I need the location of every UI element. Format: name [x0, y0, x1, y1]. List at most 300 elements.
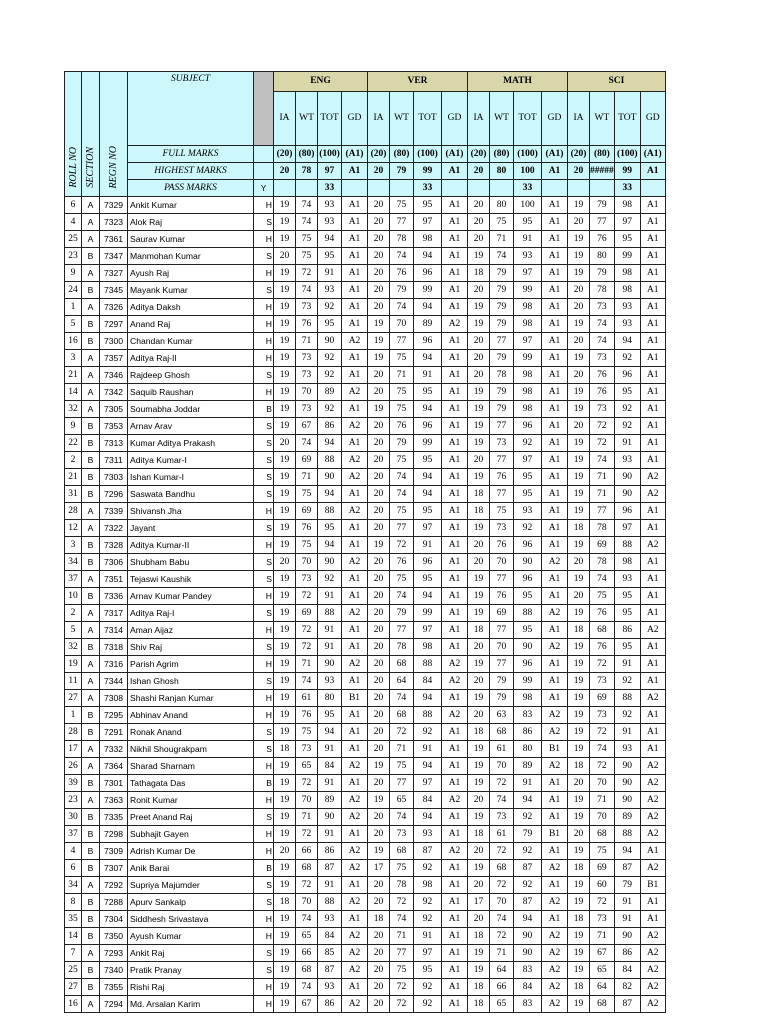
table-row: [65, 486, 666, 503]
gd-mark: A2: [640, 809, 665, 826]
highest-marks-value: 99: [414, 163, 442, 180]
section: B: [82, 639, 100, 656]
gd-mark: A1: [442, 299, 468, 316]
gd-mark: A1: [542, 775, 568, 792]
gd-mark: A1: [640, 571, 665, 588]
roll-no: 23: [65, 792, 82, 809]
wt-mark: 75: [590, 588, 615, 605]
section: A: [82, 299, 100, 316]
wt-mark: 74: [390, 486, 414, 503]
highest-marks-type-cell: [254, 163, 274, 180]
full-marks-value: (80): [490, 146, 514, 163]
tot-mark: 79: [514, 826, 542, 843]
roll-no: 27: [65, 690, 82, 707]
gd-mark: A1: [442, 928, 468, 945]
regn-no: 7344: [100, 673, 128, 690]
type: S: [254, 724, 274, 741]
wt-mark: 76: [296, 707, 318, 724]
tot-mark: 94: [414, 350, 442, 367]
regn-no: 7328: [100, 537, 128, 554]
regn-no: 7300: [100, 333, 128, 350]
gd-mark: A1: [342, 724, 368, 741]
gd-mark: A1: [542, 231, 568, 248]
ia-mark: 18: [568, 979, 590, 996]
gd-mark: A1: [442, 877, 468, 894]
ia-mark: 20: [468, 639, 490, 656]
ia-mark: 19: [274, 333, 296, 350]
tot-mark: 84: [318, 928, 342, 945]
wt-mark: 78: [390, 639, 414, 656]
student-name: Shiv Raj: [128, 639, 254, 656]
table-row: [65, 333, 666, 350]
pass-marks-value: 33: [514, 180, 542, 197]
regn-no: 7340: [100, 962, 128, 979]
gd-mark: A1: [640, 503, 665, 520]
highest-marks-value: 20: [368, 163, 390, 180]
tot-mark: 92: [614, 418, 640, 435]
ia-mark: 19: [568, 724, 590, 741]
roll-no: 5: [65, 622, 82, 639]
student-name: Parish Agrim: [128, 656, 254, 673]
gd-mark: A1: [640, 316, 665, 333]
section: A: [82, 401, 100, 418]
tot-mark: 90: [614, 792, 640, 809]
type: S: [254, 248, 274, 265]
tot-mark: 86: [614, 945, 640, 962]
tot-mark: 95: [614, 639, 640, 656]
regn-no: 7296: [100, 486, 128, 503]
wt-mark: 73: [296, 367, 318, 384]
roll-no: 27: [65, 979, 82, 996]
ia-mark: 19: [568, 486, 590, 503]
gd-mark: A1: [542, 197, 568, 214]
type: S: [254, 741, 274, 758]
gd-mark: A1: [640, 265, 665, 282]
highest-marks-value: 80: [490, 163, 514, 180]
wt-mark: 73: [296, 350, 318, 367]
tot-mark: 91: [318, 775, 342, 792]
tot-mark: 94: [514, 792, 542, 809]
regn-no: 7295: [100, 707, 128, 724]
ia-mark: 18: [568, 622, 590, 639]
roll-no: 24: [65, 282, 82, 299]
gd-mark: A1: [640, 452, 665, 469]
wt-mark: 64: [390, 673, 414, 690]
tot-mark: 86: [318, 843, 342, 860]
roll-no: 7: [65, 945, 82, 962]
tot-mark: 94: [414, 486, 442, 503]
gd-mark: A1: [640, 231, 665, 248]
tot-mark: 95: [514, 622, 542, 639]
ia-mark: 19: [368, 537, 390, 554]
type: H: [254, 197, 274, 214]
roll-no: 6: [65, 860, 82, 877]
student-name: Chandan Kumar: [128, 333, 254, 350]
subcol-wt: WT: [590, 92, 615, 146]
type: S: [254, 469, 274, 486]
table-row: [65, 741, 666, 758]
wt-mark: 69: [296, 452, 318, 469]
ia-mark: 19: [468, 588, 490, 605]
ia-mark: 18: [468, 265, 490, 282]
ia-mark: 18: [468, 503, 490, 520]
ia-mark: 20: [568, 775, 590, 792]
gd-mark: A1: [640, 639, 665, 656]
wt-mark: 73: [590, 401, 615, 418]
ia-mark: 20: [368, 979, 390, 996]
tot-mark: 95: [614, 231, 640, 248]
gd-mark: A1: [442, 690, 468, 707]
gd-mark: A2: [542, 979, 568, 996]
tot-mark: 95: [414, 962, 442, 979]
student-name: Supriya Majumder: [128, 877, 254, 894]
tot-mark: 92: [514, 520, 542, 537]
ia-mark: 19: [274, 826, 296, 843]
tot-mark: 87: [318, 860, 342, 877]
full-marks-value: (80): [390, 146, 414, 163]
student-name: Arnav Kumar Pandey: [128, 588, 254, 605]
gd-mark: A2: [640, 622, 665, 639]
regn-no: 7332: [100, 741, 128, 758]
table-row: [65, 843, 666, 860]
ia-mark: 20: [568, 367, 590, 384]
ia-mark: 20: [368, 605, 390, 622]
ia-mark: 20: [368, 571, 390, 588]
ia-mark: 19: [274, 928, 296, 945]
gd-mark: A2: [542, 962, 568, 979]
gd-mark: A1: [640, 911, 665, 928]
ia-mark: 20: [368, 214, 390, 231]
type: H: [254, 911, 274, 928]
type-header: [254, 72, 274, 146]
tot-mark: 83: [514, 996, 542, 1013]
wt-mark: 64: [590, 979, 615, 996]
pass-marks-type-cell: Y: [254, 180, 274, 197]
gd-mark: A1: [542, 282, 568, 299]
tot-mark: 93: [514, 248, 542, 265]
tot-mark: 89: [614, 809, 640, 826]
pass-marks-value: [390, 180, 414, 197]
roll-no: 32: [65, 401, 82, 418]
section: B: [82, 537, 100, 554]
wt-mark: 77: [490, 418, 514, 435]
table-row: [65, 860, 666, 877]
wt-mark: 74: [390, 469, 414, 486]
gd-mark: A1: [342, 367, 368, 384]
ia-mark: 20: [368, 775, 390, 792]
student-name: Rishi Raj: [128, 979, 254, 996]
tot-mark: 88: [414, 707, 442, 724]
regn-no-header: REGN NO: [100, 72, 128, 197]
tot-mark: 94: [414, 588, 442, 605]
wt-mark: 75: [390, 401, 414, 418]
gd-mark: A2: [542, 894, 568, 911]
ia-mark: 20: [368, 588, 390, 605]
wt-mark: 76: [296, 520, 318, 537]
section: A: [82, 520, 100, 537]
tot-mark: 90: [614, 928, 640, 945]
tot-mark: 92: [318, 367, 342, 384]
gd-mark: A2: [640, 860, 665, 877]
wt-mark: 74: [296, 979, 318, 996]
ia-mark: 20: [368, 741, 390, 758]
ia-mark: 19: [274, 520, 296, 537]
wt-mark: 67: [296, 996, 318, 1013]
table-row: [65, 197, 666, 214]
subcol-ia: IA: [368, 92, 390, 146]
type: S: [254, 282, 274, 299]
tot-mark: 93: [614, 299, 640, 316]
wt-mark: 74: [590, 571, 615, 588]
tot-mark: 84: [614, 962, 640, 979]
regn-no: 7308: [100, 690, 128, 707]
ia-mark: 20: [568, 333, 590, 350]
pass-marks-value: 33: [614, 180, 640, 197]
wt-mark: 80: [490, 197, 514, 214]
gd-mark: A1: [640, 554, 665, 571]
gd-mark: A1: [640, 656, 665, 673]
gd-mark: A2: [640, 826, 665, 843]
ia-mark: 18: [568, 520, 590, 537]
tot-mark: 90: [614, 486, 640, 503]
gd-mark: A1: [342, 537, 368, 554]
tot-mark: 96: [514, 656, 542, 673]
wt-mark: 73: [296, 741, 318, 758]
tot-mark: 84: [318, 758, 342, 775]
gd-mark: A1: [542, 792, 568, 809]
tot-mark: 93: [318, 673, 342, 690]
wt-mark: 73: [296, 571, 318, 588]
ia-mark: 20: [368, 299, 390, 316]
table-row: [65, 401, 666, 418]
wt-mark: 75: [296, 486, 318, 503]
gd-mark: A1: [640, 282, 665, 299]
ia-mark: 20: [368, 554, 390, 571]
roll-no: 35: [65, 911, 82, 928]
subcol-tot: TOT: [318, 92, 342, 146]
tot-mark: 96: [514, 537, 542, 554]
tot-mark: 91: [318, 265, 342, 282]
gd-mark: A1: [442, 248, 468, 265]
highest-marks-value: A1: [640, 163, 665, 180]
tot-mark: 90: [318, 554, 342, 571]
gd-mark: B1: [542, 826, 568, 843]
wt-mark: 70: [590, 809, 615, 826]
regn-no: 7363: [100, 792, 128, 809]
gd-mark: A1: [442, 588, 468, 605]
tot-mark: 92: [514, 809, 542, 826]
wt-mark: 68: [490, 860, 514, 877]
wt-mark: 77: [390, 214, 414, 231]
wt-mark: 74: [296, 197, 318, 214]
ia-mark: 20: [368, 690, 390, 707]
table-row: [65, 214, 666, 231]
wt-mark: 74: [390, 248, 414, 265]
ia-mark: 19: [368, 401, 390, 418]
tot-mark: 87: [614, 860, 640, 877]
section: A: [82, 605, 100, 622]
ia-mark: 20: [468, 333, 490, 350]
tot-mark: 95: [414, 503, 442, 520]
ia-mark: 20: [468, 554, 490, 571]
wt-mark: 75: [296, 724, 318, 741]
subcol-gd: GD: [342, 92, 368, 146]
tot-mark: 95: [614, 588, 640, 605]
gd-mark: A1: [640, 350, 665, 367]
subcol-tot: TOT: [514, 92, 542, 146]
regn-no: 7353: [100, 418, 128, 435]
ia-mark: 19: [274, 265, 296, 282]
wt-mark: 78: [590, 554, 615, 571]
wt-mark: 72: [390, 894, 414, 911]
tot-mark: 94: [318, 231, 342, 248]
tot-mark: 88: [318, 605, 342, 622]
subcol-wt: WT: [296, 92, 318, 146]
wt-mark: 77: [390, 520, 414, 537]
tot-mark: 84: [414, 792, 442, 809]
gd-mark: A2: [342, 962, 368, 979]
section-header: SECTION: [82, 72, 100, 197]
wt-mark: 68: [390, 707, 414, 724]
tot-mark: 87: [514, 860, 542, 877]
regn-no: 7322: [100, 520, 128, 537]
ia-mark: 19: [274, 911, 296, 928]
tot-mark: 92: [414, 979, 442, 996]
tot-mark: 92: [414, 996, 442, 1013]
gd-mark: A1: [342, 707, 368, 724]
table-row: [65, 673, 666, 690]
gd-mark: A2: [640, 469, 665, 486]
tot-mark: 97: [514, 265, 542, 282]
ia-mark: 19: [274, 860, 296, 877]
gd-mark: A2: [342, 503, 368, 520]
gd-mark: A2: [342, 605, 368, 622]
regn-no: 7323: [100, 214, 128, 231]
wt-mark: 75: [390, 384, 414, 401]
section: B: [82, 435, 100, 452]
section: A: [82, 214, 100, 231]
tot-mark: 95: [318, 707, 342, 724]
tot-mark: 92: [318, 299, 342, 316]
gd-mark: A2: [342, 945, 368, 962]
wt-mark: 75: [590, 843, 615, 860]
ia-mark: 20: [368, 435, 390, 452]
gd-mark: A1: [640, 214, 665, 231]
ia-mark: 19: [468, 299, 490, 316]
gd-mark: A2: [442, 792, 468, 809]
roll-no: 4: [65, 843, 82, 860]
ia-mark: 20: [368, 962, 390, 979]
wt-mark: 79: [490, 282, 514, 299]
gd-mark: A1: [342, 486, 368, 503]
gd-mark: A2: [442, 673, 468, 690]
section: A: [82, 690, 100, 707]
ia-mark: 19: [468, 248, 490, 265]
ia-mark: 19: [468, 775, 490, 792]
gd-mark: A1: [442, 350, 468, 367]
tot-mark: 97: [414, 520, 442, 537]
tot-mark: 88: [414, 656, 442, 673]
tot-mark: 90: [514, 945, 542, 962]
table-row: [65, 690, 666, 707]
wt-mark: 74: [296, 214, 318, 231]
roll-no: 2: [65, 605, 82, 622]
wt-mark: 70: [590, 775, 615, 792]
wt-mark: 79: [490, 350, 514, 367]
tot-mark: 91: [414, 741, 442, 758]
ia-mark: 19: [274, 707, 296, 724]
ia-mark: 20: [468, 452, 490, 469]
gd-mark: A2: [342, 469, 368, 486]
wt-mark: 69: [590, 860, 615, 877]
full-marks-value: (A1): [542, 146, 568, 163]
wt-mark: 73: [490, 809, 514, 826]
table-row: [65, 656, 666, 673]
wt-mark: 66: [490, 979, 514, 996]
section: A: [82, 197, 100, 214]
wt-mark: 77: [390, 333, 414, 350]
ia-mark: 17: [468, 894, 490, 911]
wt-mark: 75: [390, 452, 414, 469]
full-marks-value: (80): [296, 146, 318, 163]
table-row: [65, 809, 666, 826]
gd-mark: A1: [342, 265, 368, 282]
ia-mark: 19: [568, 401, 590, 418]
section: A: [82, 741, 100, 758]
type: H: [254, 707, 274, 724]
tot-mark: 96: [414, 554, 442, 571]
roll-no: 11: [65, 673, 82, 690]
roll-no: 37: [65, 826, 82, 843]
gd-mark: A1: [542, 877, 568, 894]
type: S: [254, 605, 274, 622]
highest-marks-value: 20: [274, 163, 296, 180]
gd-mark: A2: [640, 945, 665, 962]
type: H: [254, 996, 274, 1013]
tot-mark: 79: [614, 877, 640, 894]
tot-mark: 92: [318, 350, 342, 367]
regn-no: 7347: [100, 248, 128, 265]
wt-mark: 75: [490, 214, 514, 231]
full-marks-value: (20): [368, 146, 390, 163]
gd-mark: A1: [342, 741, 368, 758]
gd-mark: A1: [640, 248, 665, 265]
student-name: Ankit Raj: [128, 945, 254, 962]
gd-mark: A2: [542, 707, 568, 724]
student-name: Anik Barai: [128, 860, 254, 877]
ia-mark: 20: [368, 622, 390, 639]
gd-mark: A1: [640, 894, 665, 911]
full-marks-value: (20): [568, 146, 590, 163]
gd-mark: A1: [640, 401, 665, 418]
ia-mark: 20: [368, 418, 390, 435]
gd-mark: A1: [640, 197, 665, 214]
roll-no: 25: [65, 231, 82, 248]
wt-mark: 74: [296, 911, 318, 928]
ia-mark: 19: [274, 401, 296, 418]
roll-no: 39: [65, 775, 82, 792]
wt-mark: 68: [490, 724, 514, 741]
ia-mark: 20: [368, 928, 390, 945]
gd-mark: A2: [342, 894, 368, 911]
wt-mark: 78: [590, 282, 615, 299]
highest-marks-value: 99: [614, 163, 640, 180]
gd-mark: A1: [442, 537, 468, 554]
tot-mark: 98: [514, 690, 542, 707]
ia-mark: 19: [468, 945, 490, 962]
wt-mark: 79: [390, 435, 414, 452]
type: S: [254, 418, 274, 435]
